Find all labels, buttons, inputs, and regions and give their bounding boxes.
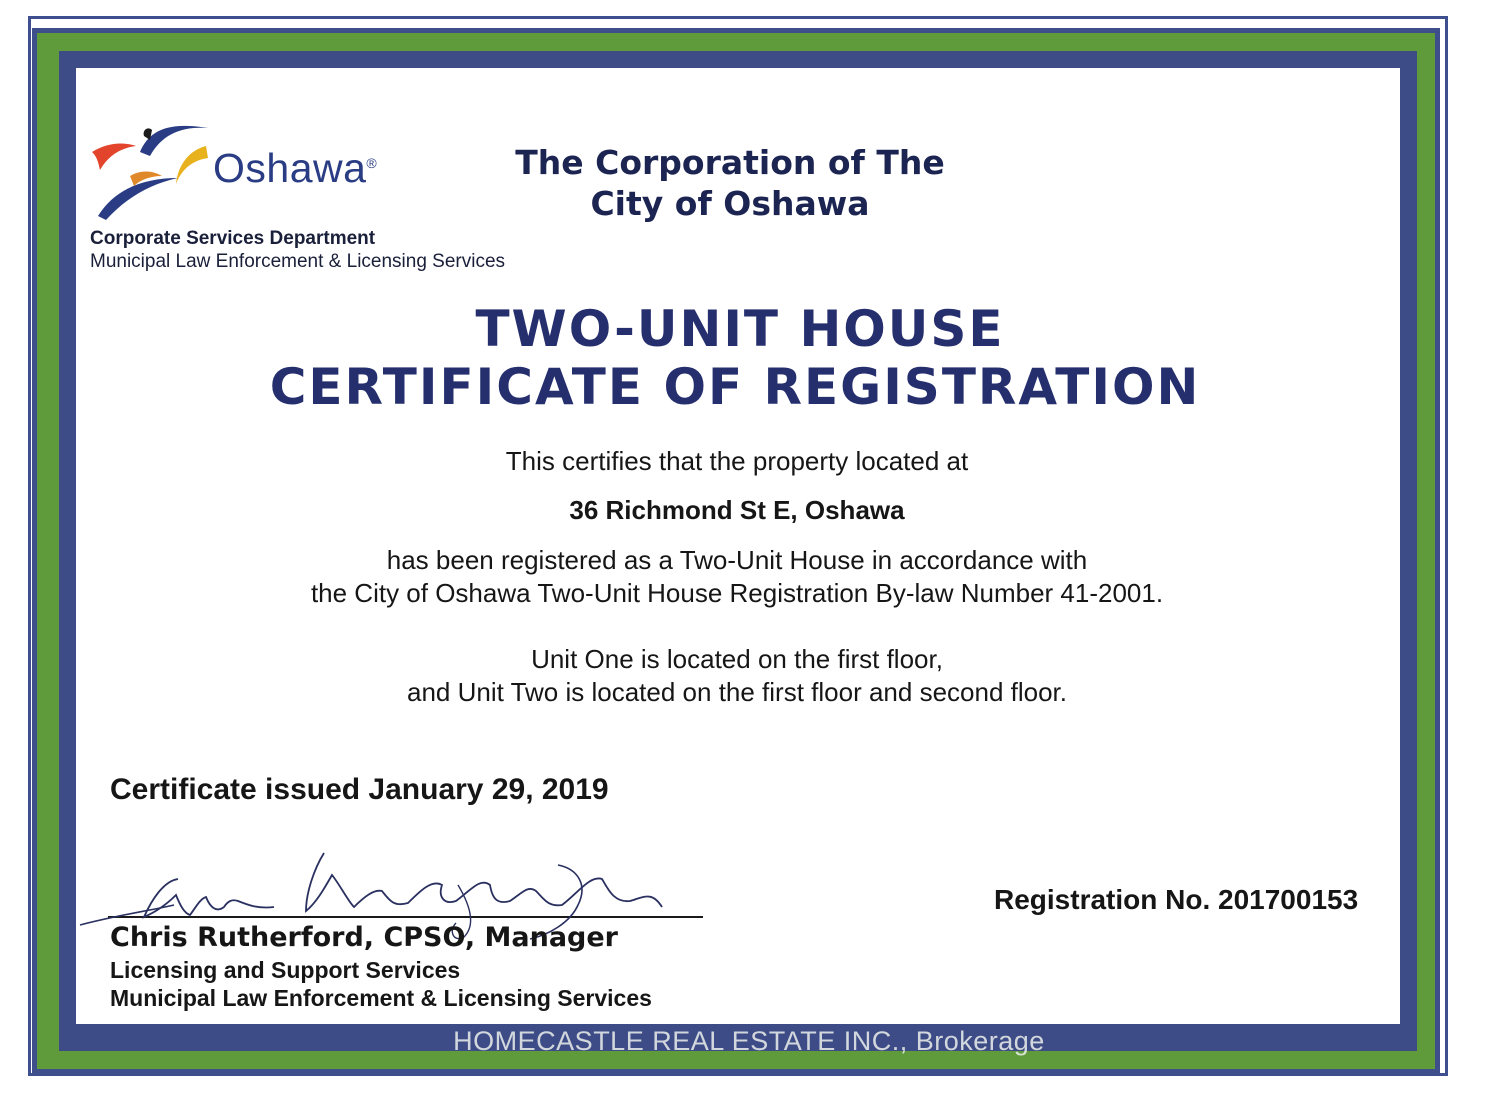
- property-address: 36 Richmond St E, Oshawa: [569, 495, 905, 525]
- department-division: Municipal Law Enforcement & Licensing Services: [90, 251, 506, 272]
- certifies-intro: This certifies that the property located at: [505, 446, 969, 476]
- oshawa-logo-icon: [90, 120, 220, 230]
- registered-mark: ®: [366, 155, 378, 171]
- unit-two-location: and Unit Two is located on the first floor and second floor.: [406, 677, 1068, 707]
- corporation-heading: [470, 142, 990, 224]
- oshawa-wordmark: [213, 145, 377, 192]
- brokerage-watermark: HOMECASTLE REAL ESTATE INC., Brokerage: [453, 1026, 1045, 1056]
- signatory-role: Licensing and Support Services: [110, 957, 461, 983]
- issue-date: Certificate issued January 29, 2019: [110, 773, 609, 806]
- signatory-division: Municipal Law Enforcement & Licensing Services: [110, 985, 652, 1011]
- department-name: Corporate Services Department: [90, 228, 376, 249]
- unit-one-location: Unit One is located on the first floor,: [531, 644, 943, 674]
- certificate-title-line-2: CERTIFICATE OF REGISTRATION: [269, 358, 1201, 416]
- corporation-line-2: City of Oshawa: [590, 184, 870, 223]
- corporation-line-1: The Corporation of The: [515, 143, 945, 182]
- registration-statement-2: the City of Oshawa Two-Unit House Registration By-law Number 41-2001.: [310, 578, 1164, 608]
- wordmark-text: Oshawa: [213, 145, 367, 191]
- registration-statement-1: has been registered as a Two-Unit House in accordance with: [386, 545, 1088, 575]
- certificate-title-line-1: TWO-UNIT HOUSE: [475, 300, 1005, 358]
- registration-number: Registration No. 201700153: [994, 884, 1359, 915]
- signatory-name: Chris Rutherford, CPSO, Manager: [110, 922, 618, 953]
